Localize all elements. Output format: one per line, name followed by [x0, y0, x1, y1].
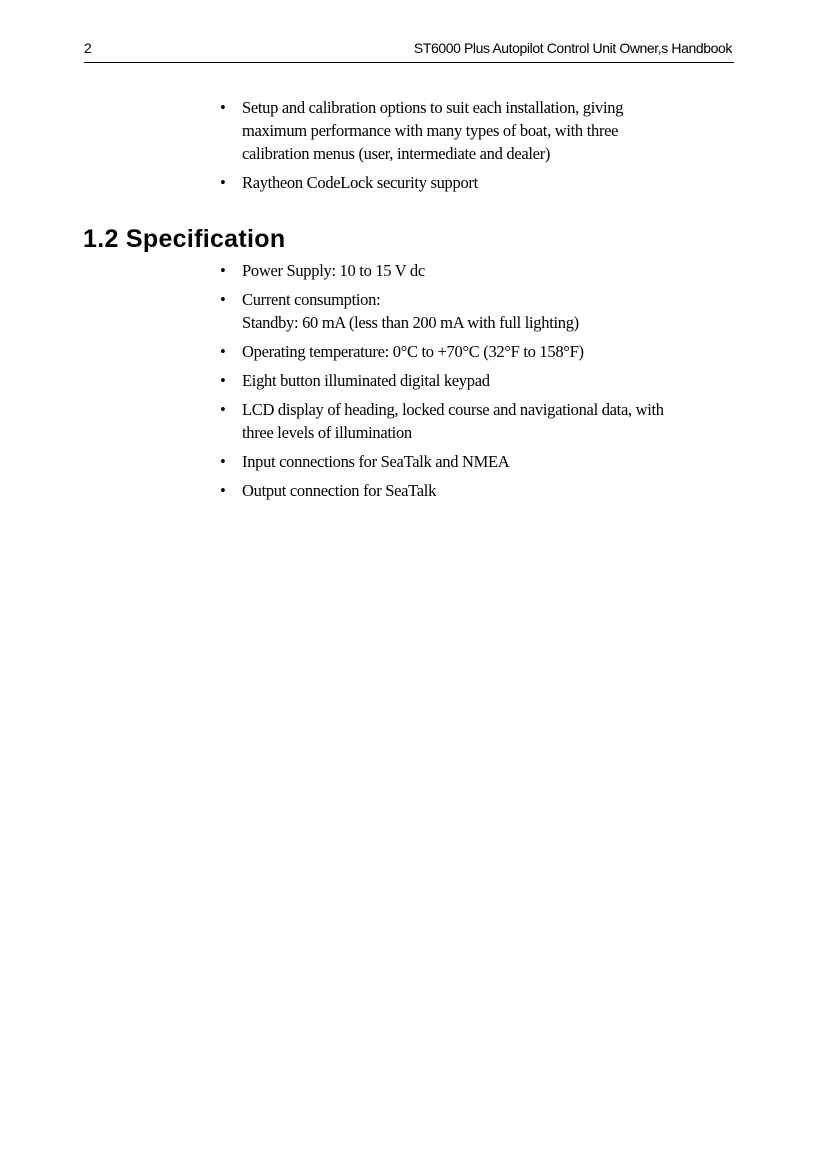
- list-item-line: three levels of illumination: [242, 423, 412, 442]
- list-item-line: Eight button illuminated digital keypad: [242, 371, 490, 390]
- list-item: [220, 398, 740, 444]
- feature-list: [220, 96, 740, 200]
- bullet-icon: •: [220, 371, 226, 390]
- list-item-line: Output connection for SeaTalk: [242, 481, 437, 500]
- list-item-line: Raytheon CodeLock security support: [242, 173, 478, 192]
- list-item: [220, 479, 740, 502]
- list-item: [220, 340, 740, 363]
- list-item-line: Standby: 60 mA (less than 200 mA with full lighting): [242, 313, 579, 332]
- list-item-line: Operating temperature: 0°C to +70°C (32°F to 158°F): [242, 342, 584, 361]
- running-title: ST6000 Plus Autopilot Control Unit Owner,s Handbook: [413, 40, 732, 56]
- page-header: [84, 40, 734, 63]
- bullet-icon: •: [220, 452, 226, 471]
- list-item: [220, 369, 740, 392]
- list-item-line: Power Supply: 10 to 15 V dc: [242, 261, 425, 280]
- bullet-icon: •: [220, 173, 226, 192]
- list-item-line: Current consumption:: [242, 290, 381, 309]
- list-item-line: maximum performance with many types of boat, with three: [242, 121, 619, 140]
- list-item-line: Setup and calibration options to suit each installation, giving: [242, 98, 624, 117]
- bullet-icon: •: [220, 98, 226, 117]
- list-item: [220, 450, 740, 473]
- bullet-icon: •: [220, 342, 226, 361]
- list-item: [220, 96, 740, 165]
- bullet-icon: •: [220, 290, 226, 309]
- section-heading: 1.2 Specification: [83, 225, 286, 253]
- page-number: 2: [84, 40, 92, 56]
- list-item-line: LCD display of heading, locked course and navigational data, with: [242, 400, 664, 419]
- bullet-icon: •: [220, 400, 226, 419]
- specification-list: [220, 259, 740, 508]
- bullet-icon: •: [220, 481, 226, 500]
- bullet-icon: •: [220, 261, 226, 280]
- list-item: [220, 288, 740, 334]
- list-item-line: Input connections for SeaTalk and NMEA: [242, 452, 510, 471]
- list-item: [220, 259, 740, 282]
- list-item: [220, 171, 740, 194]
- list-item-line: calibration menus (user, intermediate and dealer): [242, 144, 551, 163]
